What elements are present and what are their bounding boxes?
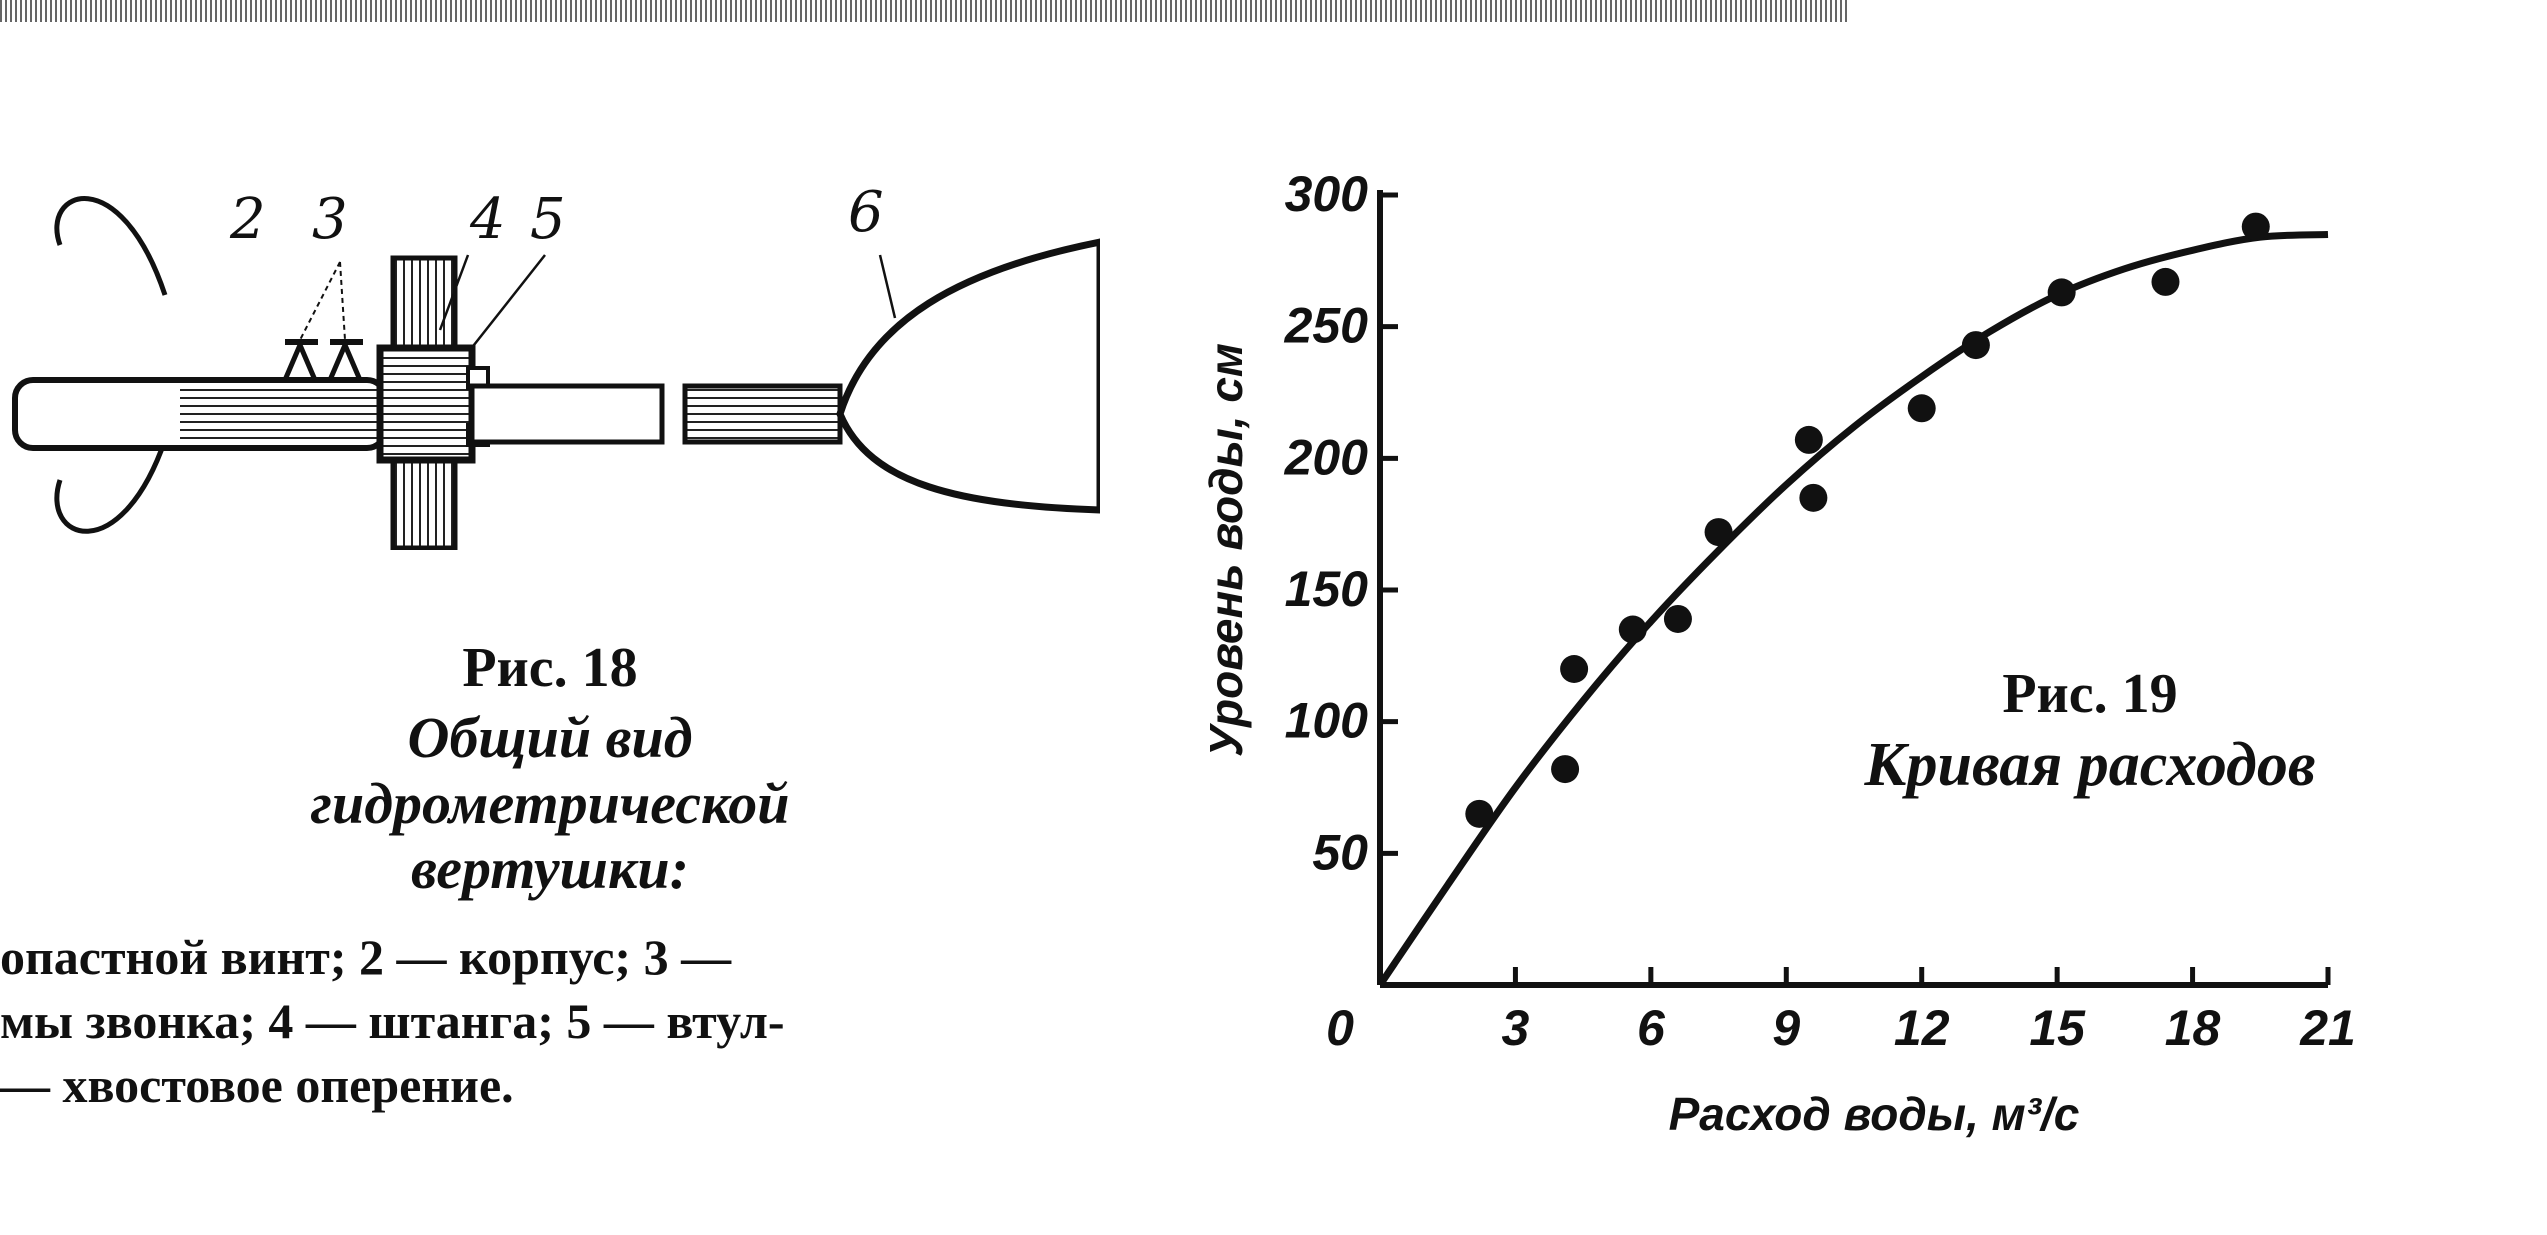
figure19-caption-title: Кривая расходов [1864, 731, 2316, 799]
part-label-3: 3 [312, 187, 348, 252]
data-point-6 [1705, 518, 1733, 546]
rating-curve-chart [1180, 150, 2380, 1150]
y-tick-label-250: 250 [1284, 297, 1368, 354]
y-tick-label-50: 50 [1312, 824, 1368, 881]
y-axis-label: Уровень воды, см [1200, 343, 1252, 757]
y-tick-label-300: 300 [1284, 166, 1368, 222]
figure19-caption-number: Рис. 19 [2002, 663, 2178, 725]
x-tick-label-0: 0 [1326, 1000, 1354, 1056]
part-label-5: 5 [530, 187, 566, 252]
figure18-legend: опастной винт; 2 — корпус; 3 — мы звонка; 4 — штанга; 5 — втул- — хвостовое оперение. [0, 929, 785, 1113]
figure18-caption-title: Общий вид гидрометрической вертушки: [310, 705, 790, 902]
data-point-8 [1799, 484, 1827, 512]
x-tick-label-18: 18 [2164, 1000, 2221, 1056]
tail-fin [840, 242, 1100, 510]
meter-body-hatching [180, 388, 380, 440]
scan-top-rule [0, 0, 1850, 22]
x-tick-label-12: 12 [1893, 1000, 1950, 1056]
x-tick-label-21: 21 [2300, 1000, 2356, 1056]
data-point-2 [1551, 755, 1579, 783]
propeller-blade-lower [57, 440, 165, 531]
tick-labels [1284, 166, 2356, 1056]
data-point-10 [1962, 331, 1990, 359]
data-point-3 [1560, 655, 1588, 683]
x-tick-label-9: 9 [1772, 1000, 1801, 1056]
data-point-12 [2151, 268, 2179, 296]
fitted-curve-layer [1380, 235, 2328, 986]
propeller-blade-upper [57, 199, 165, 295]
sleeve [380, 348, 472, 460]
y-tick-label-100: 100 [1284, 692, 1368, 749]
data-point-9 [1908, 394, 1936, 422]
data-point-13 [2242, 213, 2270, 241]
y-tick-label-150: 150 [1284, 561, 1368, 617]
x-tick-label-6: 6 [1636, 1000, 1665, 1056]
data-point-7 [1795, 426, 1823, 454]
part-label-2: 2 [230, 187, 266, 252]
data-point-5 [1664, 605, 1692, 633]
fitted-curve [1380, 235, 2328, 986]
data-point-4 [1619, 616, 1647, 644]
data-point-11 [2048, 278, 2076, 306]
part-label-6: 6 [848, 180, 884, 245]
figure18-caption-number: Рис. 18 [462, 637, 638, 699]
shaft-tail [685, 386, 840, 442]
shaft-right [472, 386, 662, 442]
bell-terminal-1 [285, 345, 315, 380]
part-label-4: 4 [470, 187, 506, 252]
chart-axes [1380, 190, 2328, 985]
x-tick-label-3: 3 [1501, 1000, 1530, 1056]
bell-terminal-2 [330, 345, 360, 380]
y-tick-label-200: 200 [1284, 429, 1368, 486]
data-point-1 [1465, 800, 1493, 828]
x-axis-label: Расход воды, м³/с [1668, 1088, 2080, 1140]
x-tick-label-15: 15 [2029, 1000, 2085, 1056]
